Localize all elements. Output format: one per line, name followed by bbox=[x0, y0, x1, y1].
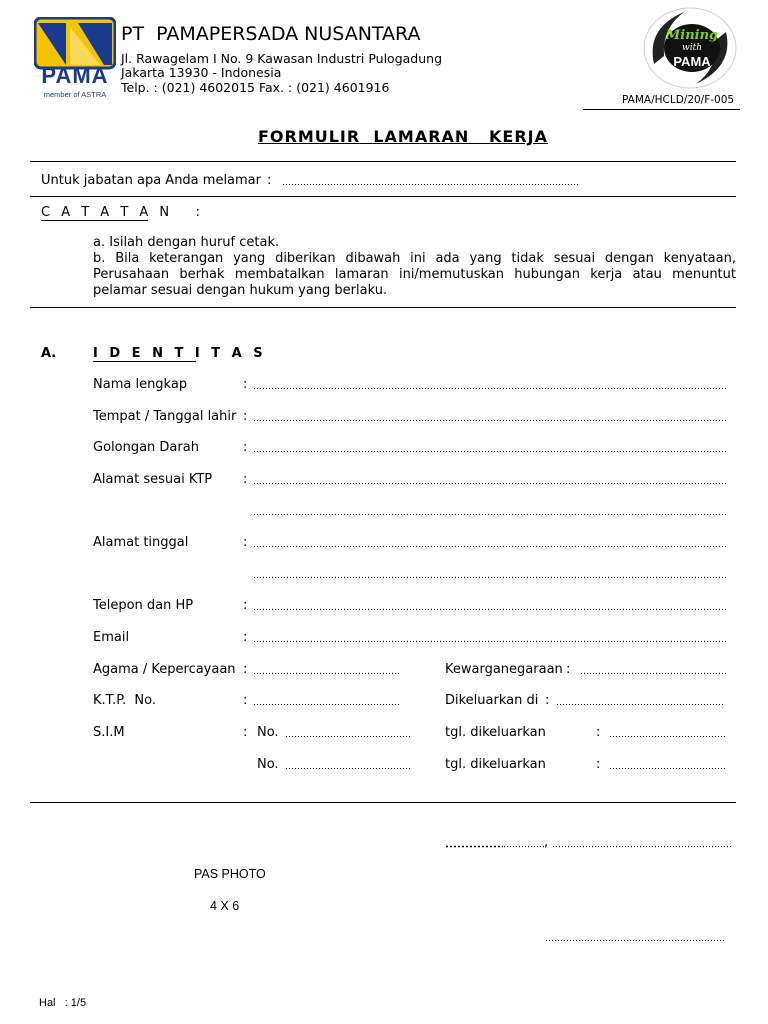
input-sim-no-1[interactable] bbox=[285, 735, 410, 738]
input-agama[interactable] bbox=[253, 672, 401, 675]
mining-logo-line1: Mining bbox=[665, 28, 719, 43]
field-label-golongan-darah: Golongan Darah bbox=[93, 440, 199, 455]
input-dikeluarkan[interactable] bbox=[556, 703, 724, 706]
input-date[interactable] bbox=[552, 845, 732, 848]
section-a-title: I D E N T I T A S bbox=[93, 346, 267, 361]
section-a-title-underline bbox=[93, 361, 196, 362]
colon: : bbox=[243, 377, 248, 392]
colon: : bbox=[243, 535, 248, 550]
input-place-cont[interactable] bbox=[503, 845, 544, 848]
section-a-divider bbox=[30, 802, 736, 803]
address-line-1: Jl. Rawagelam I No. 9 Kawasan Industri Pulogadung bbox=[121, 51, 443, 66]
colon: : bbox=[243, 725, 248, 740]
colon: : bbox=[243, 693, 248, 708]
colon: : bbox=[243, 472, 248, 487]
input-tempat-lahir[interactable] bbox=[253, 419, 726, 422]
input-alamat-tinggal-1[interactable] bbox=[253, 545, 726, 548]
mining-logo-line3: PAMA bbox=[673, 54, 711, 69]
field-label-alamat-tinggal: Alamat tinggal bbox=[93, 535, 189, 550]
input-alamat-tinggal-2[interactable] bbox=[253, 576, 726, 579]
input-telepon[interactable] bbox=[253, 608, 726, 611]
page-number: Hal : 1/5 bbox=[39, 997, 87, 1009]
colon: : bbox=[596, 757, 601, 772]
notes-heading: C A T A T A N : bbox=[41, 205, 204, 220]
address-line-2: Jakarta 13930 - Indonesia bbox=[121, 65, 282, 80]
input-email[interactable] bbox=[253, 640, 726, 643]
input-golongan-darah[interactable] bbox=[253, 450, 726, 453]
header-divider bbox=[583, 109, 740, 110]
pas-photo-size: 4 X 6 bbox=[210, 899, 240, 913]
document-code: PAMA/HCLD/20/F-005 bbox=[622, 94, 735, 106]
pama-logo-brand: PAMA bbox=[41, 63, 109, 88]
field-label-dikeluarkan: Dikeluarkan di bbox=[445, 693, 539, 708]
position-question-label: Untuk jabatan apa Anda melamar bbox=[41, 173, 261, 188]
input-sim-no-2[interactable] bbox=[285, 767, 410, 770]
colon: : bbox=[243, 662, 248, 677]
field-label-alamat-ktp: Alamat sesuai KTP bbox=[93, 472, 213, 487]
colon: : bbox=[243, 409, 248, 424]
mining-with-pama-logo bbox=[640, 6, 738, 90]
position-divider bbox=[30, 196, 736, 197]
colon: : bbox=[545, 693, 550, 708]
field-label-kewarganegaraan: Kewarganegaraan bbox=[445, 662, 563, 677]
signature-comma: , bbox=[544, 835, 549, 850]
notes-heading-underline bbox=[41, 220, 148, 221]
field-label-tgl-dikeluarkan-1: tgl. dikeluarkan bbox=[445, 725, 546, 740]
position-input[interactable] bbox=[282, 183, 580, 186]
input-ktp[interactable] bbox=[253, 703, 401, 706]
input-tgl-dikeluarkan-2[interactable] bbox=[609, 767, 726, 770]
field-label-sim: S.I.M bbox=[93, 725, 125, 740]
field-label-telepon: Telepon dan HP bbox=[93, 598, 194, 613]
input-kewarganegaraan[interactable] bbox=[580, 672, 726, 675]
field-label-agama: Agama / Kepercayaan bbox=[93, 662, 236, 677]
input-alamat-ktp-2[interactable] bbox=[253, 513, 726, 516]
colon: : bbox=[243, 630, 248, 645]
form-title: FORMULIR LAMARAN KERJA bbox=[257, 127, 549, 146]
pas-photo-label: PAS PHOTO bbox=[194, 867, 266, 881]
colon: : bbox=[566, 662, 571, 677]
field-label-nama: Nama lengkap bbox=[93, 377, 188, 392]
position-question-colon: : bbox=[267, 173, 272, 188]
note-a: a. Isilah dengan huruf cetak. bbox=[93, 235, 280, 250]
note-b: b. Bila keterangan yang diberikan dibawah ini ada yang tidak sesuai dengan kenyataan, Perusahaan berhak membatalkan lamaran ini/memutuskan hubungan kerja atau menuntut pelamar sesuai dengan hukum yang berlaku. bbox=[93, 251, 736, 298]
input-place[interactable] bbox=[445, 845, 503, 848]
phone-line: Telp. : (021) 4602015 Fax. : (021) 4601916 bbox=[121, 80, 390, 95]
pama-logo-tagline: member of ASTRA bbox=[43, 90, 107, 99]
field-label-sim-no-2: No. bbox=[257, 757, 279, 772]
input-tgl-dikeluarkan-1[interactable] bbox=[609, 735, 726, 738]
input-signature-name[interactable] bbox=[545, 939, 726, 942]
pama-logo bbox=[34, 17, 116, 99]
field-label-tempat-lahir: Tempat / Tanggal lahir bbox=[93, 409, 237, 424]
section-a-letter: A. bbox=[41, 346, 57, 361]
title-divider bbox=[30, 161, 736, 162]
field-label-tgl-dikeluarkan-2: tgl. dikeluarkan bbox=[445, 757, 546, 772]
field-label-sim-no-1: No. bbox=[257, 725, 279, 740]
input-alamat-ktp-1[interactable] bbox=[253, 482, 726, 485]
field-label-email: Email bbox=[93, 630, 130, 645]
colon: : bbox=[243, 440, 248, 455]
field-label-ktp: K.T.P. No. bbox=[93, 693, 156, 708]
notes-divider bbox=[30, 307, 736, 308]
colon: : bbox=[596, 725, 601, 740]
input-nama[interactable] bbox=[253, 387, 726, 390]
colon: : bbox=[243, 598, 248, 613]
company-name: PT PAMAPERSADA NUSANTARA bbox=[121, 23, 421, 45]
mining-logo-line2: with bbox=[682, 43, 702, 53]
